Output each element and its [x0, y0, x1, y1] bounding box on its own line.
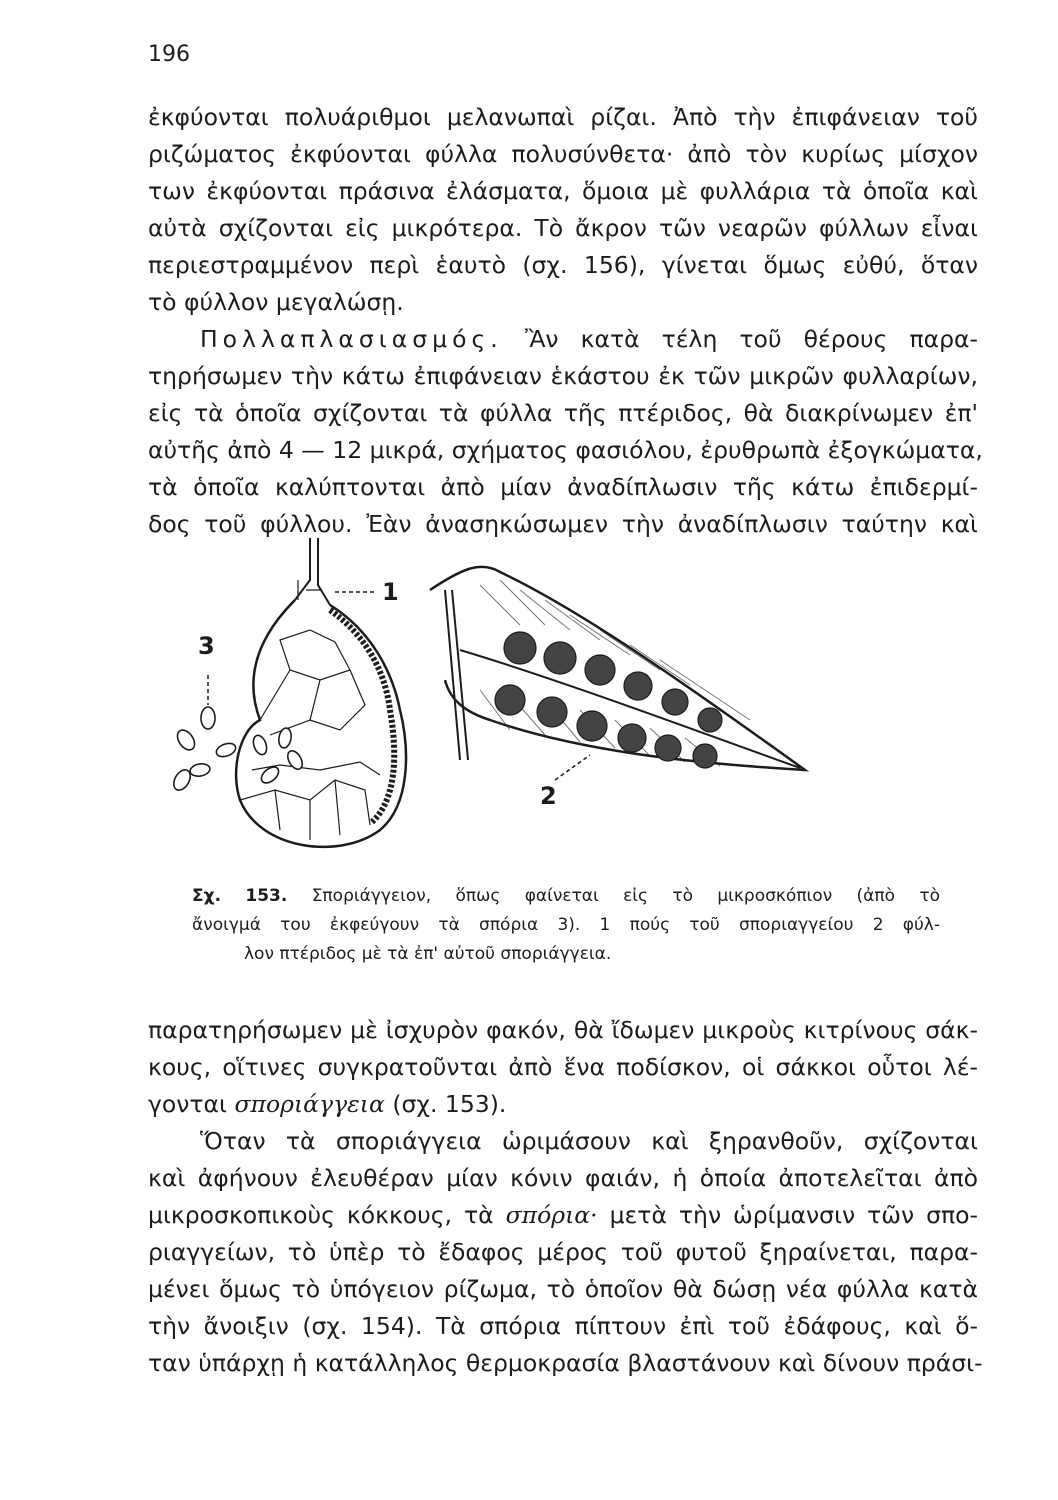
page-number: 196 [148, 42, 190, 67]
figure-caption-line [192, 882, 940, 910]
text-line [148, 1089, 978, 1119]
section-heading: Πολλαπλασιασμός. [200, 325, 503, 353]
figure-label-1: 1 [382, 578, 399, 606]
caption-text: Σποριάγγειον, ὅπως φαίνεται εἰς τὸ μικροσκόπιον (ἀπὸ τὸ [311, 886, 940, 906]
text-line: τὰ ὁποῖα καλύπτονται ἀπὸ μίαν ἀναδίπλωσιν τῆς κάτω ἐπιδερμί- [148, 473, 978, 501]
text-line: καὶ ἀφήνουν ἐλευθέραν μίαν κόνιν φαιάν, ἡ ὁποία ἀποτελεῖται ἀπὸ [148, 1164, 978, 1192]
caption-fig-prefix: Σχ. [192, 886, 222, 906]
text-line: ἐκφύονται πολυάριθμοι μελανωπαὶ ρίζαι. Ἀπὸ τὴν ἐπιφάνειαν τοῦ [148, 103, 978, 131]
text-line: κους, οἵτινες συγκρατοῦνται ἀπὸ ἕνα ποδίσκον, οἱ σάκκοι οὗτοι λέ- [148, 1053, 978, 1081]
text-line: περιεστραμμένον περὶ ἑαυτὸ (σχ. 156), γίνεται ὅμως εὐθύ, ὅταν [148, 251, 978, 279]
text-line: ριζώματος ἐκφύονται φύλλα πολυσύνθετα· ἀπὸ τὸν κυρίως μίσχον [148, 140, 978, 168]
sporangium-illustration [160, 530, 820, 870]
text-line: μένει ὅμως τὸ ὑπόγειον ρίζωμα, τὸ ὁποῖον θὰ δώσῃ νέα φύλλα κατὰ [148, 1275, 978, 1303]
text-line: τὴν ἄνοιξιν (σχ. 154). Τὰ σπόρια πίπτουν ἐπὶ τοῦ ἐδάφους, καὶ ὅ- [148, 1312, 978, 1340]
figure-label-3: 3 [198, 632, 215, 660]
text-span: μετὰ τὴν ὡρίμανσιν τῶν σπο- [609, 1201, 978, 1229]
text-span: Ἂν κατὰ τέλη τοῦ θέρους παρα- [524, 325, 978, 353]
text-line [200, 324, 978, 354]
text-line: παρατηρήσωμεν μὲ ἰσχυρὸν φακόν, θὰ ἴδωμεν μικροὺς κιτρίνους σάκ- [148, 1016, 978, 1044]
term-spores: σπόρια· [505, 1201, 598, 1229]
text-line: δος τοῦ φύλλου. Ἐὰν ἀνασηκώσωμεν τὴν ἀναδίπλωσιν ταύτην καὶ [148, 510, 978, 538]
text-line: αὐτὰ σχίζονται εἰς μικρότερα. Τὸ ἄκρον τῶν νεαρῶν φύλλων εἶναι [148, 214, 978, 242]
figure-153 [160, 530, 820, 870]
text-span: μικροσκοπικοὺς κόκκους, τὰ [148, 1201, 494, 1229]
figure-caption-line: λον πτέριδος μὲ τὰ ἐπ' αὐτοῦ σποριάγγεια. [244, 944, 612, 964]
caption-fig-number: 153. [245, 886, 288, 906]
text-line: τηρήσωμεν τὴν κάτω ἐπιφάνειαν ἑκάστου ἐκ τῶν μικρῶν φυλλαρίων, [148, 362, 978, 390]
figure-caption-line: ἄνοιγμά του ἐκφεύγουν τὰ σπόρια 3). 1 πούς τοῦ σποριαγγείου 2 φύλ- [192, 915, 940, 935]
text-line: ταν ὑπάρχῃ ἡ κατάλληλος θερμοκρασία βλαστάνουν καὶ δίνουν πράσι- [148, 1349, 983, 1377]
text-span: γονται [148, 1090, 228, 1118]
text-line: των ἐκφύονται πράσινα ἐλάσματα, ὅμοια μὲ φυλλάρια τὰ ὁποῖα καὶ [148, 177, 978, 205]
figure-label-2: 2 [540, 782, 557, 810]
text-line: ριαγγείων, τὸ ὑπὲρ τὸ ἔδαφος μέρος τοῦ φυτοῦ ξηραίνεται, παρα- [148, 1238, 978, 1266]
term-sporangia: σποριάγγεια [234, 1090, 385, 1118]
text-line [148, 1200, 978, 1230]
text-line: αὐτῆς ἀπὸ 4 — 12 μικρά, σχήματος φασιόλου, ἐρυθρωπὰ ἐξογκώματα, [148, 436, 983, 464]
text-line: τὸ φύλλον μεγαλώσῃ. [148, 288, 404, 316]
text-line: εἰς τὰ ὁποῖα σχίζονται τὰ φύλλα τῆς πτέριδος, θὰ διακρίνωμεν ἐπ' [148, 399, 978, 427]
text-line: Ὅταν τὰ σποριάγγεια ὡριμάσουν καὶ ξηρανθοῦν, σχίζονται [200, 1127, 978, 1155]
text-span: (σχ. 153). [392, 1090, 507, 1118]
